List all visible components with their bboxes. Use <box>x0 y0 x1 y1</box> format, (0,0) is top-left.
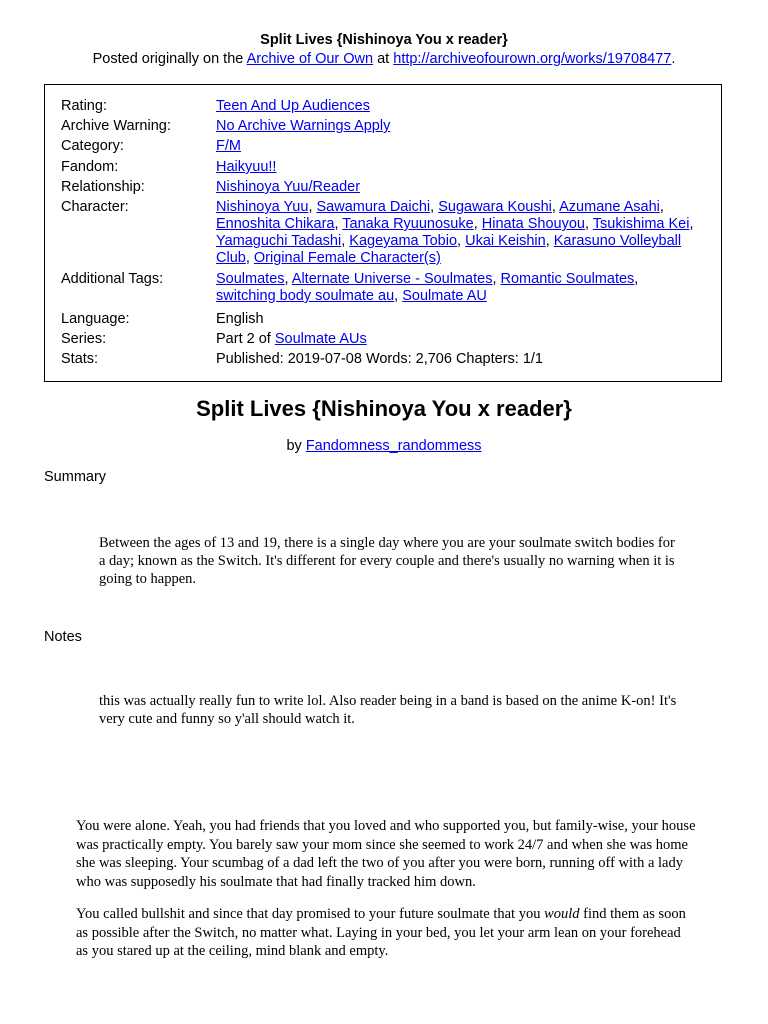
notes-text: this was actually really fun to write lol. Also reader being in a band is based on the anime K-on! It's very cute and funny so y'all should watch it. <box>99 693 677 727</box>
relationship-label: Relationship: <box>61 179 145 195</box>
posted-line <box>0 50 768 69</box>
tag-link[interactable]: Soulmate AU <box>402 288 487 304</box>
fandom-label: Fandom: <box>61 159 119 175</box>
character-link[interactable]: Ennoshita Chikara <box>216 216 335 232</box>
tag-link[interactable]: Romantic Soulmates <box>500 271 635 287</box>
at-text: at <box>373 51 394 67</box>
tag-list: Soulmates, Alternate Universe - Soulmates, Romantic Soulmates, switching body soulmate au, Soulmate AU <box>216 271 639 304</box>
tag-link[interactable]: Soulmates <box>216 271 285 287</box>
header-title: Split Lives {Nishinoya You x reader} <box>260 32 508 48</box>
relationship-link[interactable]: Nishinoya Yuu/Reader <box>216 179 361 195</box>
character-link[interactable]: Kageyama Tobio <box>349 233 458 249</box>
body-paragraph-2 <box>76 905 696 961</box>
tags-label: Additional Tags: <box>61 271 164 287</box>
character-link[interactable]: Karasuno Volleyball Club <box>216 233 682 266</box>
warning-label: Archive Warning: <box>61 118 171 134</box>
tag-link[interactable]: Alternate Universe - Soulmates <box>291 271 493 287</box>
character-link[interactable]: Nishinoya Yuu <box>216 199 309 215</box>
language-value: English <box>216 311 264 327</box>
period: . <box>671 51 676 67</box>
language-label: Language: <box>61 311 130 327</box>
character-link[interactable]: Original Female Character(s) <box>253 250 441 266</box>
character-list: Nishinoya Yuu, Sawamura Daichi, Sugawara Koushi, Azumane Asahi, Ennoshita Chikara, Tanaka Ryuunosuke, Hinata Shouyou, Tsukishima Kei, Yamaguchi Tadashi, Kageyama Tobio, Ukai Keishin, Karasuno Volleyball Club, Original Female Character(s) <box>216 199 694 266</box>
character-link[interactable]: Sawamura Daichi <box>316 199 431 215</box>
stats-value: Published: 2019-07-08 Words: 2,706 Chapters: 1/1 <box>216 351 543 367</box>
character-label: Character: <box>61 199 129 215</box>
character-link[interactable]: Tanaka Ryuunosuke <box>342 216 474 232</box>
series-label: Series: <box>61 331 107 347</box>
category-link[interactable]: F/M <box>216 138 241 154</box>
author-link[interactable]: Fandomness_randommess <box>305 438 482 454</box>
category-label: Category: <box>61 138 124 154</box>
warning-link[interactable]: No Archive Warnings Apply <box>216 118 391 134</box>
byline <box>0 438 768 454</box>
stats-label: Stats: <box>61 351 99 367</box>
posted-prefix: Posted originally on the <box>92 51 247 67</box>
metadata-box <box>44 84 722 382</box>
rating-link[interactable]: Teen And Up Audiences <box>216 98 370 114</box>
character-link[interactable]: Tsukishima Kei <box>592 216 690 232</box>
by-prefix: by <box>286 438 306 454</box>
fandom-link[interactable]: Haikyuu!! <box>216 159 277 175</box>
series-value <box>216 331 706 348</box>
p2-before: You called bullshit and since that day promised to your future soulmate that you <box>76 906 545 922</box>
p2-emphasis: would <box>544 906 580 922</box>
series-prefix: Part 2 of <box>216 331 275 347</box>
character-link[interactable]: Hinata Shouyou <box>481 216 585 232</box>
character-link[interactable]: Ukai Keishin <box>465 233 546 249</box>
summary-heading: Summary <box>44 469 107 485</box>
tag-link[interactable]: switching body soulmate au <box>216 288 395 304</box>
rating-label: Rating: <box>61 98 107 114</box>
character-link[interactable]: Sugawara Koushi <box>438 199 552 215</box>
notes-heading: Notes <box>44 629 82 645</box>
document-header <box>0 31 768 69</box>
character-link[interactable]: Azumane Asahi <box>559 199 660 215</box>
work-title: Split Lives {Nishinoya You x reader} <box>196 396 572 421</box>
archive-link[interactable]: Archive of Our Own <box>246 51 374 67</box>
body-paragraph-1: You were alone. Yeah, you had friends that you loved and who supported you, but family-wise, your house was practically empty. You barely saw your mom since she seemed to work 24/7 and when she was home she was sleeping. Your scumbag of a dad left the two of you after you were born, running off with a lady who was supposedly his soulmate that had finally tracked him down. <box>76 818 696 890</box>
p2-after: find them as soon as possible after the Switch, no matter what. Laying in your bed, you let your arm lean on your forehead as you stared up at the ceiling, mind blank and empty. <box>76 906 686 959</box>
summary-text: Between the ages of 13 and 19, there is a single day where you are your soulmate switch bodies for a day; known as the Switch. It's different for every couple and there's usually no warning when it is going to happen. <box>99 535 675 587</box>
work-url-link[interactable]: http://archiveofourown.org/works/19708477 <box>393 51 672 67</box>
series-link[interactable]: Soulmate AUs <box>274 331 367 347</box>
character-link[interactable]: Yamaguchi Tadashi <box>216 233 342 249</box>
